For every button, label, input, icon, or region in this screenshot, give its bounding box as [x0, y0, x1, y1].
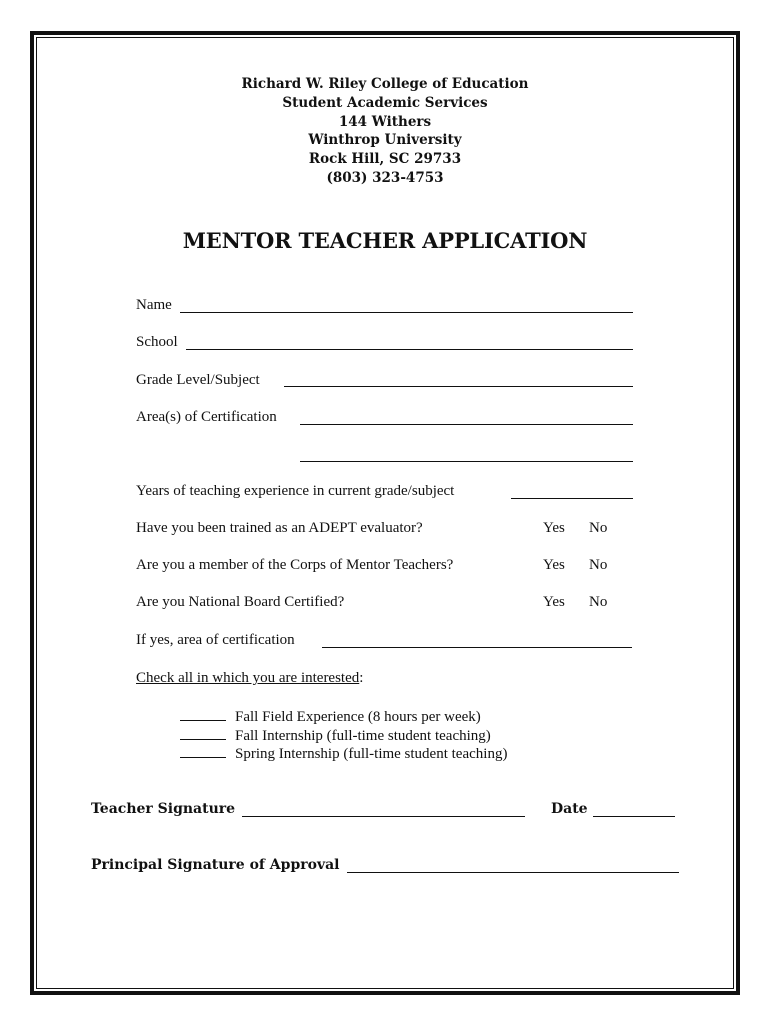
- city-state-zip: Rock Hill, SC 29733: [308, 151, 462, 168]
- nbc-no-option[interactable]: No: [589, 594, 608, 610]
- department-name: Student Academic Services: [282, 94, 488, 111]
- option-fall-internship-label: Fall Internship (full-time student teaching): [235, 728, 491, 744]
- grade-level-label: Grade Level/Subject: [136, 372, 260, 388]
- adept-question: Have you been trained as an ADEPT evaluator?: [136, 520, 423, 536]
- principal-signature-line[interactable]: [347, 872, 679, 873]
- years-experience-input-line[interactable]: [511, 498, 633, 499]
- option-checkbox-line[interactable]: [180, 707, 226, 721]
- school-label: School: [136, 334, 178, 350]
- corps-no-option[interactable]: No: [589, 557, 608, 573]
- certification-label: Area(s) of Certification: [136, 409, 277, 425]
- principal-signature-label: Principal Signature of Approval: [91, 857, 340, 873]
- university-name: Winthrop University: [308, 132, 462, 149]
- option-spring-internship-label: Spring Internship (full-time student teaching): [235, 746, 508, 762]
- teacher-signature-line[interactable]: [242, 816, 525, 817]
- adept-no-option[interactable]: No: [589, 520, 608, 536]
- adept-yes-option[interactable]: Yes: [543, 520, 565, 536]
- corps-question: Are you a member of the Corps of Mentor Teachers?: [136, 557, 454, 573]
- check-all-heading: [136, 670, 363, 687]
- nbc-question: Are you National Board Certified?: [136, 594, 345, 610]
- grade-level-input-line[interactable]: [284, 386, 633, 387]
- school-input-line[interactable]: [186, 349, 633, 350]
- office-address: 144 Withers: [338, 113, 432, 130]
- certification-input-line-2[interactable]: [300, 461, 633, 462]
- option-row: [180, 707, 481, 726]
- option-row: [180, 744, 507, 763]
- if-yes-label: If yes, area of certification: [136, 632, 295, 648]
- option-fall-field-label: Fall Field Experience (8 hours per week): [235, 709, 481, 725]
- check-all-colon: :: [359, 670, 364, 686]
- corps-yes-option[interactable]: Yes: [543, 557, 565, 573]
- years-experience-label: Years of teaching experience in current grade/subject: [136, 483, 455, 499]
- teacher-signature-label: Teacher Signature: [91, 801, 236, 817]
- name-input-line[interactable]: [180, 312, 633, 313]
- page-title: MENTOR TEACHER APPLICATION: [182, 228, 588, 253]
- certification-input-line[interactable]: [300, 424, 633, 425]
- check-all-heading-text: Check all in which you are interested: [136, 670, 360, 686]
- name-label: Name: [136, 297, 172, 313]
- college-name: Richard W. Riley College of Education: [241, 76, 529, 92]
- option-row: [180, 726, 491, 745]
- option-checkbox-line[interactable]: [180, 726, 226, 740]
- institution-header: [0, 75, 770, 188]
- option-checkbox-line[interactable]: [180, 744, 226, 758]
- if-yes-input-line[interactable]: [322, 647, 632, 648]
- date-label: Date: [551, 801, 588, 817]
- nbc-yes-option[interactable]: Yes: [543, 594, 565, 610]
- phone-number: (803) 323-4753: [326, 169, 444, 186]
- date-input-line[interactable]: [593, 816, 675, 817]
